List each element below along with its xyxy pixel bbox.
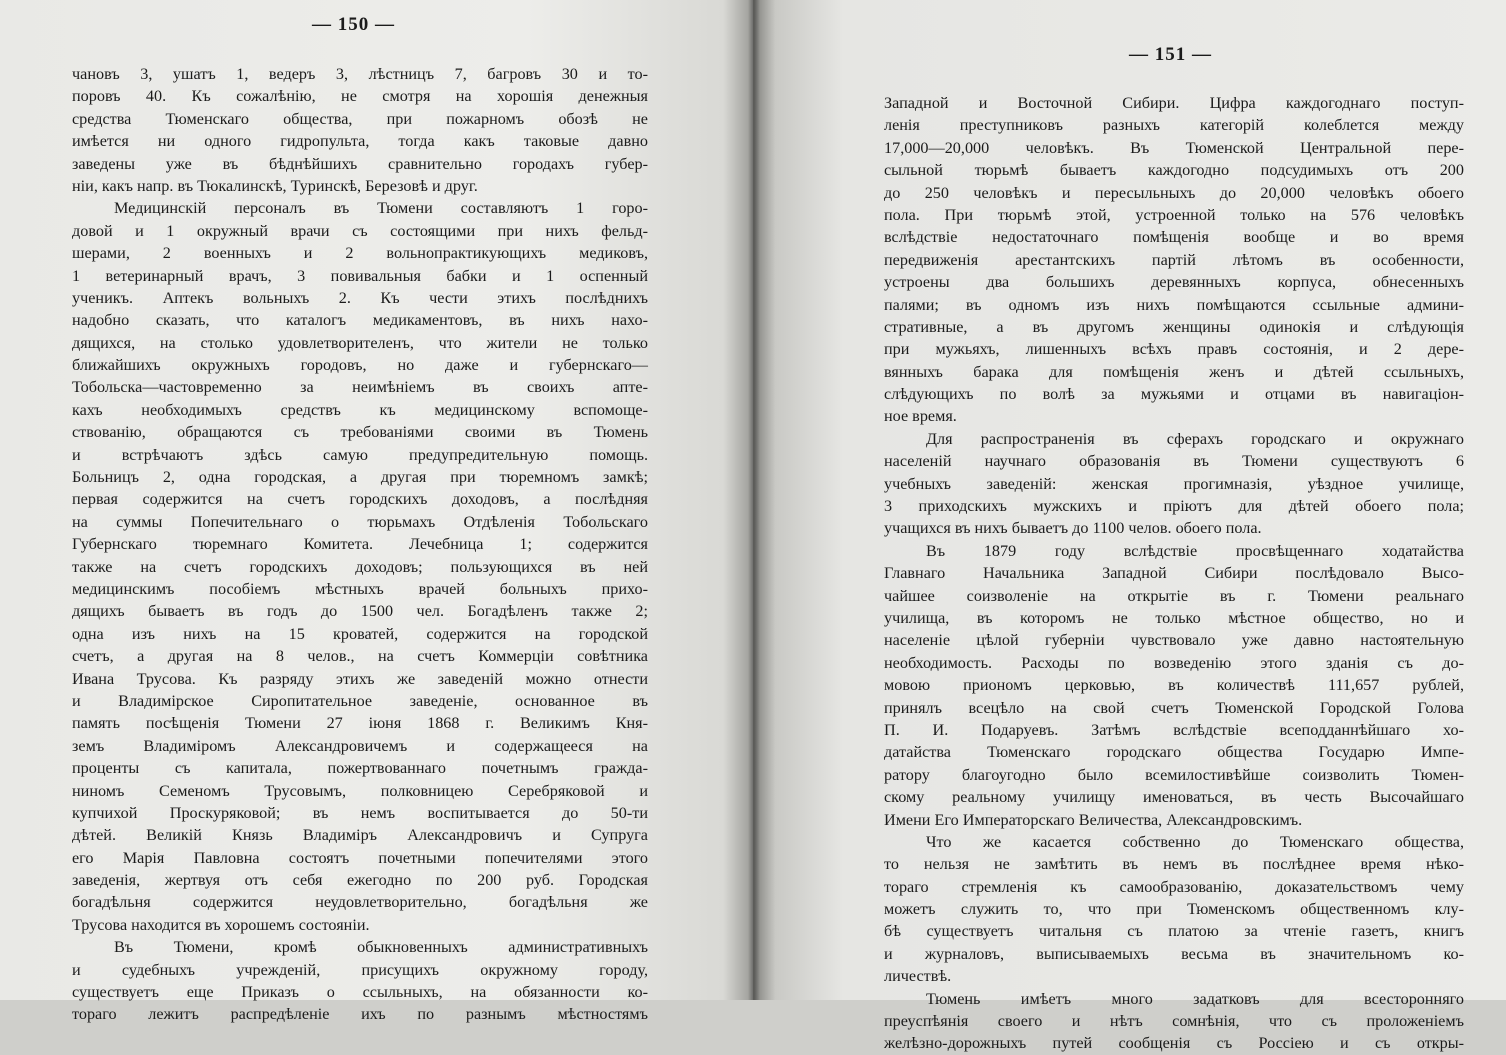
text-line: принялъ всецѣло на свой счетъ Тюменской Городской Голова <box>884 698 1464 717</box>
text-line: палями; въ одномъ изъ нихъ помѣщаются ссыльные админи- <box>884 295 1464 314</box>
text-line: существуетъ еще Приказъ о ссыльныхъ, на обязанности ко- <box>72 983 648 1002</box>
text-line: устроены два большихъ деревянныхъ корпуса, обнесенныхъ <box>884 273 1464 292</box>
text-line: Ивана Трусова. Къ разряду этихъ же заведеній можно отнести <box>72 669 648 688</box>
right-page <box>753 0 1506 1053</box>
text-line: до 250 человѣкъ и пересыльныхъ до 20,000 человѣкъ обоего <box>884 183 1464 202</box>
left-page <box>0 0 753 1024</box>
text-line: Трусова находится въ хорошемъ состояніи. <box>72 915 370 934</box>
book-gutter <box>748 0 760 1000</box>
page-text <box>72 63 648 1026</box>
text-line: имѣется ни одного гидропульта, тогда какъ таковые давно <box>72 132 648 151</box>
text-line: Имени Его Императорскаго Величества, Александровскимъ. <box>884 810 1303 829</box>
text-line: Въ 1879 году вслѣдствіе просвѣщеннаго ходатайства <box>926 541 1464 560</box>
text-line: и судебныхъ учрежденій, присущихъ окружному городу, <box>72 960 648 979</box>
text-line: при мужьяхъ, лишенныхъ всѣхъ правъ состоянія, и 2 дере- <box>884 340 1464 359</box>
text-line: учащихся въ нихъ бываетъ до 1100 челов. обоего пола. <box>884 519 1262 538</box>
text-line: заведены уже въ бѣднѣйшихъ сравнительно городахъ губер- <box>72 154 648 173</box>
text-line: вянныхъ барака для помѣщенія женъ и дѣтей ссыльныхъ, <box>884 362 1464 381</box>
text-line: личествѣ. <box>884 967 952 986</box>
page-text <box>884 92 1464 1055</box>
text-line: память посѣщенія Тюмени 27 іюня 1868 г. Великимъ Кня- <box>72 714 648 733</box>
text-line: сыльной тюрьмѣ бываетъ каждогодно подсудимыхъ отъ 200 <box>884 161 1464 180</box>
text-line: заведенія, жертвуя отъ себя ежегодно по 200 руб. Городская <box>72 871 648 890</box>
text-line: Главнаго Начальника Западной Сибири послѣдовало Высо- <box>884 564 1464 583</box>
text-line: ближайшихъ окружныхъ городовъ, но даже и губернскаго— <box>72 356 648 375</box>
page-number: — 150 — <box>312 14 395 35</box>
text-line: стративные, а въ другомъ женщины одинокія и слѣдующія <box>884 317 1464 336</box>
text-line: ствованію, обращаются съ требованіями своими въ Тюмень <box>72 423 648 442</box>
text-line: средства Тюменскаго общества, при пожарномъ обозѣ не <box>72 109 648 128</box>
text-line: проценты съ капитала, пожертвованнаго почетнымъ гражда- <box>72 759 648 778</box>
text-line: довой и 1 окружный врачи съ состоящими при нихъ фельд- <box>72 221 648 240</box>
text-line: бѣ существуетъ читальня съ платою за чтеніе газетъ, книгъ <box>884 922 1464 941</box>
text-line: населеній научнаго образованія въ Тюмени существуютъ 6 <box>884 452 1464 471</box>
text-line: ниномъ Семеномъ Трусовымъ, полковницею Серебряковой и <box>72 781 648 800</box>
text-line: учебныхъ заведеній: женская прогимназія, уѣздное училище, <box>884 474 1464 493</box>
text-line: купчихой Проскуряковой; въ немъ воспитывается до 50-ти <box>72 803 648 822</box>
text-line: одна изъ нихъ на 15 кроватей, содержится на городской <box>72 624 648 643</box>
text-line: ученикъ. Аптекъ вольныхъ 2. Къ чести этихъ послѣднихъ <box>72 288 648 307</box>
text-line: дѣтей. Великій Князь Владиміръ Александровичъ и Супруга <box>72 826 648 845</box>
text-line: необходимость. Расходы по возведенію этого зданія съ до- <box>884 653 1464 672</box>
text-line: ное время. <box>884 407 957 426</box>
text-line: и Владимірское Сиропитательное заведеніе, основанное въ <box>72 691 648 710</box>
text-line: вслѣдствіе недостаточнаго помѣщенія вообще и во время <box>884 228 1464 247</box>
text-line: ратору благоугодно было всемилостивѣйше соизволить Тюмен- <box>884 765 1464 784</box>
text-line: слѣдующихъ по волѣ за мужьями и отцами въ навигаціон- <box>884 385 1464 404</box>
text-line: поровъ 40. Къ сожалѣнію, не смотря на хорошія денежныя <box>72 87 648 106</box>
text-line: Для распространенія въ сферахъ городскаго и окружнаго <box>926 429 1464 448</box>
text-line: скому реальному училищу именоваться, въ честь Высочайшаго <box>884 788 1464 807</box>
page-number: — 151 — <box>1129 44 1212 65</box>
text-line: его Марія Павловна состоятъ почетными попечителями этого <box>72 848 648 867</box>
text-line: Западной и Восточной Сибири. Цифра каждогоднаго поступ- <box>884 94 1464 112</box>
text-line: мовою приономъ церковью, въ количествѣ 111,657 рублей, <box>884 676 1464 695</box>
text-line: чановъ 3, ушатъ 1, ведеръ 3, лѣстницъ 7, багровъ 30 и то- <box>72 65 648 83</box>
text-line: и встрѣчаютъ здѣсь самую предупредительную помощь. <box>72 445 648 464</box>
text-line: ленія преступниковъ разныхъ категорій колеблется между <box>884 116 1464 135</box>
text-line: надобно сказать, что каталогъ медикаментовъ, въ нихъ нахо- <box>72 311 648 330</box>
text-line: ніи, какъ напр. въ Тюкалинскѣ, Туринскѣ, Березовѣ и друг. <box>72 176 478 195</box>
text-line: 3 приходскихъ мужскихъ и пріютъ для дѣтей обоего пола; <box>884 497 1464 516</box>
text-line: 1 ветеринарный врачъ, 3 повивальныя бабки и 1 оспенный <box>72 266 648 285</box>
text-line: Что же касается собственно до Тюменскаго общества, <box>926 832 1464 851</box>
text-line: земъ Владиміромъ Александровичемъ и содержащееся на <box>72 736 648 755</box>
text-line: Тюмень имѣетъ много задатковъ для всесторонняго <box>926 989 1464 1008</box>
text-line: также на счетъ городскихъ доходовъ; пользующихся въ ней <box>72 557 648 576</box>
text-line: передвиженія арестантскихъ партій лѣтомъ въ особенности, <box>884 250 1464 269</box>
text-line: кахъ необходимыхъ средствъ къ медицинскому вспомоще- <box>72 400 648 419</box>
text-line: училища, въ которомъ не только мѣстное общество, но и <box>884 608 1464 627</box>
text-line: населеніе цѣлой губерніи чувствовало уже давно настоятельную <box>884 631 1464 650</box>
text-line: датайства Тюменскаго городскаго общества Государю Импе- <box>884 743 1464 762</box>
text-line: Тобольска—частовременно за неимѣніемъ въ своихъ апте- <box>72 378 648 397</box>
text-line: можетъ служить то, что при Тюменскомъ общественномъ клу- <box>884 900 1464 919</box>
text-line: первая содержится на счетъ городскихъ доходовъ, а послѣдняя <box>72 490 648 509</box>
text-line: Больницъ 2, одна городская, а другая при тюремномъ замкѣ; <box>72 468 648 487</box>
text-line: П. И. Подаруевъ. Затѣмъ вслѣдствіе всеподданнѣйшаго хо- <box>884 720 1464 739</box>
text-line: Губернскаго тюремнаго Комитета. Лечебница 1; содержится <box>72 535 648 554</box>
text-line: 17,000—20,000 человѣкъ. Въ Тюменской Центральной пере- <box>884 138 1464 157</box>
text-line: преуспѣянія своего и нѣтъ сомнѣнія, что съ проложеніемъ <box>884 1012 1464 1031</box>
text-line: чайшее соизволеніе на открытіе въ г. Тюмени реальнаго <box>884 586 1464 605</box>
text-line: то нельзя не замѣтить въ немъ въ послѣднее время нѣко- <box>884 855 1464 874</box>
text-line: счетъ, а другая на 8 челов., на счетъ Коммерціи совѣтника <box>72 647 648 666</box>
text-line: Въ Тюмени, кромѣ обыкновенныхъ административныхъ <box>114 938 648 957</box>
text-line: богадѣльня содержится неудовлетворительно, богадѣльня же <box>72 893 648 912</box>
text-line: дящихъ бываетъ въ годъ до 1500 чел. Богадѣленъ также 2; <box>72 602 648 621</box>
text-line: тораго стремленія къ самообразованію, доказательствомъ чему <box>884 877 1464 896</box>
text-line: пола. При тюрьмѣ этой, устроенной только на 576 человѣкъ <box>884 205 1464 224</box>
text-line: дящихся, на столько удовлетворителенъ, что жители не только <box>72 333 648 352</box>
text-line: на суммы Попечительнаго о тюрьмахъ Отдѣленія Тобольскаго <box>72 512 648 531</box>
text-line: желѣзно-дорожныхъ путей сообщенія съ Россіею и съ откры- <box>884 1034 1464 1053</box>
text-line: шерами, 2 военныхъ и 2 вольнопрактикующихъ медиковъ, <box>72 244 648 263</box>
text-line: медицинскимъ пособіемъ мѣстныхъ врачей больныхъ прихо- <box>72 579 648 598</box>
text-line: тораго лежитъ распредѣленіе ихъ по разнымъ мѣстностямъ <box>72 1005 648 1024</box>
text-line: и журналовъ, выписываемыхъ весьма въ значительномъ ко- <box>884 944 1464 963</box>
text-line: Медицинскій персоналъ въ Тюмени составляютъ 1 горо- <box>114 199 648 218</box>
